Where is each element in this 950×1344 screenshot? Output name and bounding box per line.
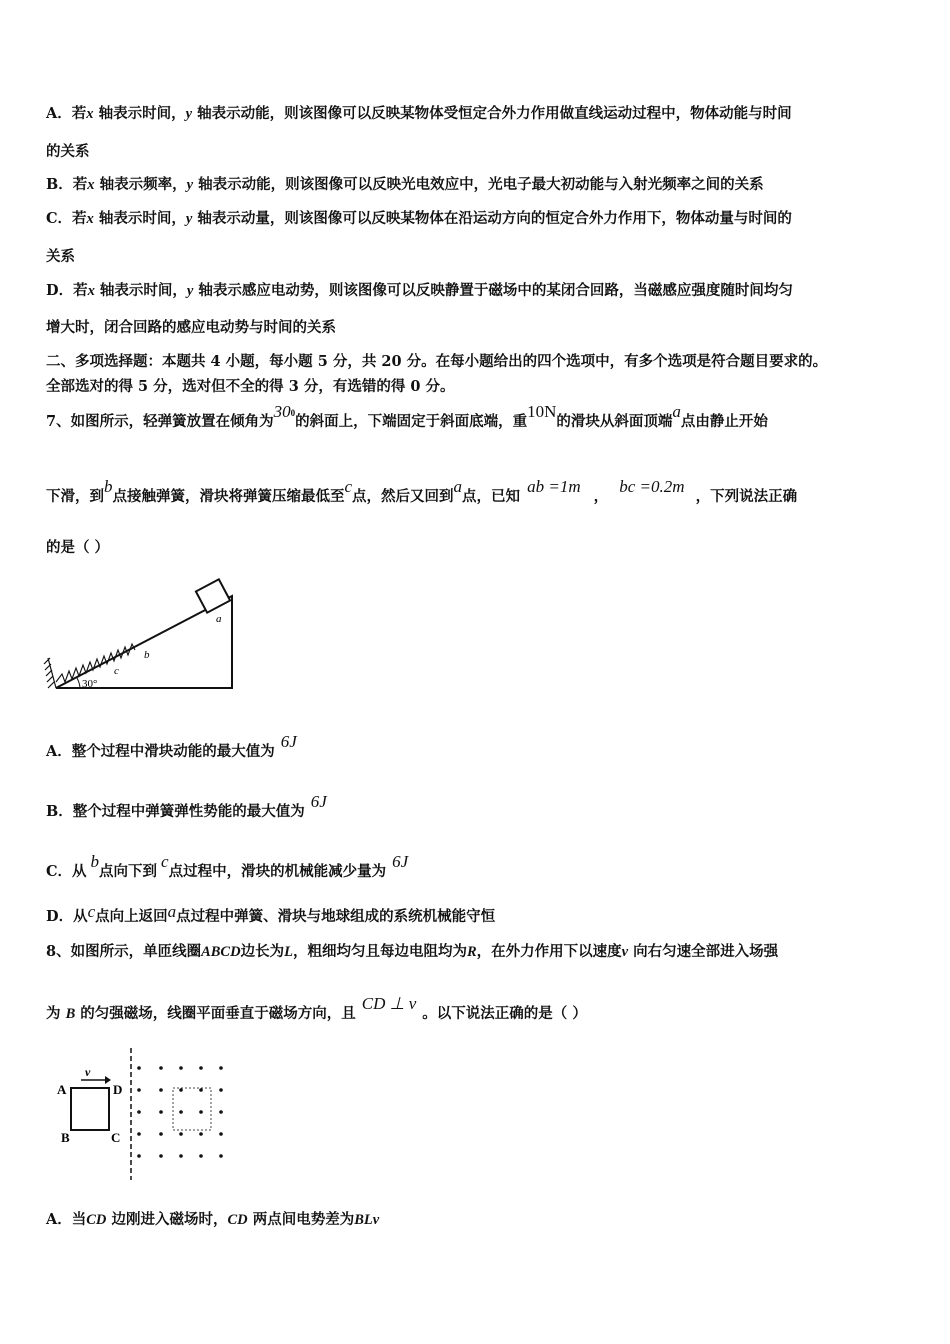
text: 点向上返回	[95, 908, 168, 925]
text: 的滑块从斜面顶端	[556, 413, 673, 430]
text: 点向下到	[99, 863, 158, 880]
angle-arc	[77, 678, 80, 688]
q8-option-a	[46, 1208, 379, 1229]
q7-stem-line1	[46, 402, 768, 431]
text: 轴表示动能，则该图像可以反映某物体受恒定合外力作用做直线运动过程中，物体动能与时间	[197, 105, 792, 122]
text: 轴表示感应电动势，则该图像可以反映静置于磁场中的某闭合回路，当磁感应强度随时间均匀	[198, 282, 793, 299]
text: 的匀强磁场，线圈平面垂直于磁场方向，且	[80, 1005, 356, 1022]
var-CD: CD	[227, 1212, 248, 1228]
option-d-q6	[46, 279, 793, 300]
text: ，在外力作用下以速度	[476, 943, 622, 960]
wall-hatching	[44, 658, 56, 688]
math-a: a	[167, 902, 177, 921]
label-b: b	[144, 649, 150, 661]
text: 轴表示时间，	[98, 210, 186, 227]
text: ，	[593, 488, 609, 505]
math-ab: ab =1m	[527, 477, 581, 496]
text: 边长为	[240, 943, 285, 960]
q7-option-b	[46, 792, 327, 821]
text: 为	[46, 1005, 61, 1022]
section-header-cont: 全部选对的得 5 分，选对但不全的得 3 分，有选错的得 0 分。	[46, 378, 455, 395]
text: 点过程中，滑块的机械能减少量为	[168, 863, 387, 880]
text: D．从	[46, 908, 88, 925]
text: 点接触弹簧，滑块将弹簧压缩最低至	[112, 488, 345, 505]
field-dots	[137, 1066, 223, 1158]
option-a-q6-cont: 的关系	[46, 143, 90, 160]
text: 点，然后又回到	[352, 488, 454, 505]
var-x: x	[86, 211, 94, 227]
text: 点，已知	[462, 488, 521, 505]
text: B．若	[46, 176, 88, 193]
var-BLv: BLv	[354, 1212, 380, 1228]
text: 轴表示频率，	[99, 176, 187, 193]
text: 轴表示动量，则该图像可以反映某物体在沿运动方向的恒定合外力作用下，物体动量与时间的	[197, 210, 792, 227]
var-v: v	[621, 944, 629, 960]
option-d-q6-cont: 增大时，闭合回路的感应电动势与时间的关系	[46, 319, 336, 336]
q7-option-c	[46, 852, 409, 881]
text: 边刚进入磁场时，	[111, 1211, 228, 1228]
text: 7、如图所示，轻弹簧放置在倾角为	[46, 413, 274, 430]
math-6J: 6J	[392, 852, 409, 871]
text: 的斜面上，下端固定于斜面底端，重	[295, 413, 528, 430]
var-y: y	[186, 283, 194, 299]
label-angle: 30°	[82, 678, 98, 690]
math-weight: 10N	[527, 402, 557, 421]
math-c: c	[344, 477, 353, 496]
label-coil-b: B	[61, 1130, 70, 1145]
var-x: x	[86, 106, 94, 122]
magnetic-field-figure	[55, 1042, 235, 1182]
q7-stem-line2	[46, 477, 798, 506]
var-y: y	[186, 177, 194, 193]
option-c-q6	[46, 207, 792, 228]
var-x: x	[87, 177, 95, 193]
text: 点过程中弹簧、滑块与地球组成的系统机械能守恒	[176, 908, 496, 925]
label-coil-a: A	[57, 1082, 67, 1097]
label-velocity: v	[85, 1065, 91, 1079]
text: D．若	[46, 282, 88, 299]
var-B: B	[65, 1006, 76, 1022]
q7-option-a	[46, 732, 297, 761]
label-a: a	[216, 613, 222, 625]
var-L: L	[284, 944, 293, 960]
text: 轴表示时间，	[98, 105, 186, 122]
var-R: R	[466, 944, 477, 960]
math-angle: 30	[273, 402, 291, 421]
text: 8、如图所示，单匝线圈	[46, 943, 202, 960]
text: B．整个过程中弹簧弹性势能的最大值为	[46, 803, 305, 820]
var-ABCD: ABCD	[201, 944, 241, 960]
section-header: 二、多项选择题：本题共 4 小题，每小题 5 分，共 20 分。在每小题给出的四个选项中，有多个选项是符合题目要求的。	[46, 353, 828, 370]
math-bc: bc =0.2m	[619, 477, 685, 496]
text: 轴表示时间，	[99, 282, 187, 299]
text: A．当	[46, 1211, 87, 1228]
option-a-q6	[46, 102, 792, 123]
label-coil-d: D	[113, 1082, 123, 1097]
text: A．若	[46, 105, 87, 122]
math-degree: 0	[290, 408, 296, 418]
text: ，粗细均匀且每边电阻均为	[292, 943, 467, 960]
text: 轴表示动能，则该图像可以反映光电效应中，光电子最大初动能与入射光频率之间的关系	[198, 176, 764, 193]
q7-option-d	[46, 902, 496, 926]
math-c: c	[161, 852, 169, 871]
option-c-q6-cont: 关系	[46, 248, 75, 265]
label-c: c	[114, 665, 119, 677]
text: C．从	[46, 863, 87, 880]
var-x: x	[87, 283, 95, 299]
math-b: b	[90, 852, 100, 871]
q7-stem-line3: 的是（ ）	[46, 539, 110, 556]
math-a: a	[453, 477, 463, 496]
incline-figure	[42, 578, 242, 696]
text: ，下列说法正确	[695, 488, 798, 505]
sliding-block	[196, 579, 230, 612]
math-a: a	[672, 402, 681, 421]
spring	[56, 644, 135, 682]
var-CD: CD	[86, 1212, 107, 1228]
math-c: c	[87, 902, 96, 921]
coil	[71, 1088, 109, 1130]
text: 两点间电势差为	[252, 1211, 355, 1228]
math-6J: 6J	[310, 792, 327, 811]
text: 点由静止开始	[680, 413, 768, 430]
text: A．整个过程中滑块动能的最大值为	[46, 743, 275, 760]
var-y: y	[185, 106, 193, 122]
text: 。以下说法正确的是（ ）	[422, 1005, 587, 1022]
math-cd-perp-v: CD ⊥ v	[361, 994, 417, 1013]
option-b-q6	[46, 173, 764, 194]
math-6J: 6J	[280, 732, 297, 751]
var-y: y	[185, 211, 193, 227]
text: C．若	[46, 210, 87, 227]
text: 向右匀速全部进入场强	[633, 943, 779, 960]
q8-stem-line2	[46, 994, 587, 1023]
label-coil-c: C	[111, 1130, 121, 1145]
coil-ghost	[173, 1088, 211, 1130]
math-b: b	[104, 477, 113, 496]
q8-stem-line1	[46, 940, 778, 961]
text: 下滑，到	[46, 488, 104, 505]
